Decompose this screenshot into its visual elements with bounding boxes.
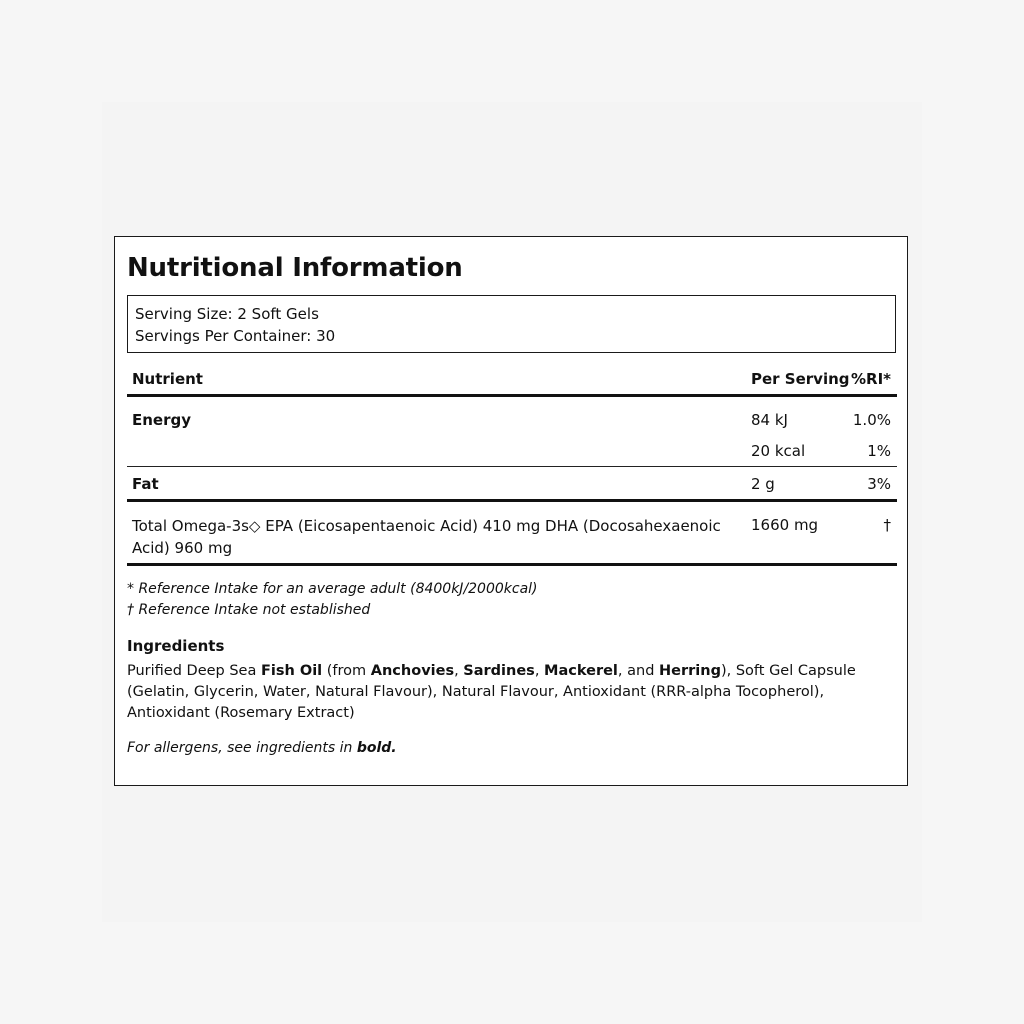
fat-value: 2 g [751, 475, 775, 493]
nutrient-omega-3s: Total Omega-3s◇ EPA (Eicosapentaenoic Acid) 410 mg DHA (Docosahexaenoic Acid) 960 mg [132, 517, 721, 557]
header-ri: %RI* [850, 370, 891, 388]
allergen-note-bold: bold. [356, 740, 397, 756]
allergen-note-text: For allergens, see ingredients in [127, 740, 357, 756]
ingredients-text [127, 661, 897, 724]
energy-kj-value: 84 kJ [751, 411, 788, 429]
allergen-fish-oil: Fish Oil [260, 663, 323, 679]
ingredient-part: , [454, 663, 464, 679]
energy-divider [127, 466, 897, 467]
ingredients-heading: Ingredients [127, 637, 225, 655]
table-bottom-divider [127, 563, 897, 566]
nutrition-panel [114, 236, 908, 786]
allergen-sardines: Sardines [463, 663, 535, 679]
ingredient-part: (from [322, 663, 371, 679]
header-divider [127, 394, 897, 397]
ingredient-part: Purified Deep Sea [127, 663, 261, 679]
serving-size: Serving Size: 2 Soft Gels [135, 305, 319, 323]
footnote-reference-intake: * Reference Intake for an average adult (8400kJ/2000kcal) [127, 581, 538, 597]
servings-per-container: Servings Per Container: 30 [135, 327, 336, 345]
nutrient-energy: Energy [132, 411, 192, 429]
ingredient-part: ), Soft Gel Capsule (Gelatin, Glycerin, Water, Natural Flavour), Natural Flavour, Antioxidant (RRR-alpha Tocopherol), Antioxidant (Rosemary Extract) [127, 663, 856, 721]
allergen-anchovies: Anchovies [370, 663, 455, 679]
footnote-not-established: † Reference Intake not established [127, 602, 371, 618]
energy-kcal-value: 20 kcal [751, 442, 806, 460]
omega-ri: † [883, 516, 891, 534]
ingredient-part: , [534, 663, 545, 679]
ingredient-part: , and [617, 663, 660, 679]
allergen-herring: Herring [659, 663, 721, 679]
page-title: Nutritional Information [127, 253, 463, 283]
fat-ri: 3% [867, 475, 891, 493]
energy-kj-ri: 1.0% [852, 411, 891, 429]
header-per-serving: Per Serving [751, 370, 850, 388]
header-nutrient: Nutrient [132, 370, 203, 388]
fat-divider [127, 499, 897, 502]
energy-kcal-ri: 1% [867, 442, 891, 460]
omega-value: 1660 mg [751, 516, 819, 534]
allergen-note [127, 740, 397, 756]
nutrient-fat: Fat [132, 475, 159, 493]
allergen-mackerel: Mackerel [544, 663, 618, 679]
serving-info-box [127, 295, 896, 353]
